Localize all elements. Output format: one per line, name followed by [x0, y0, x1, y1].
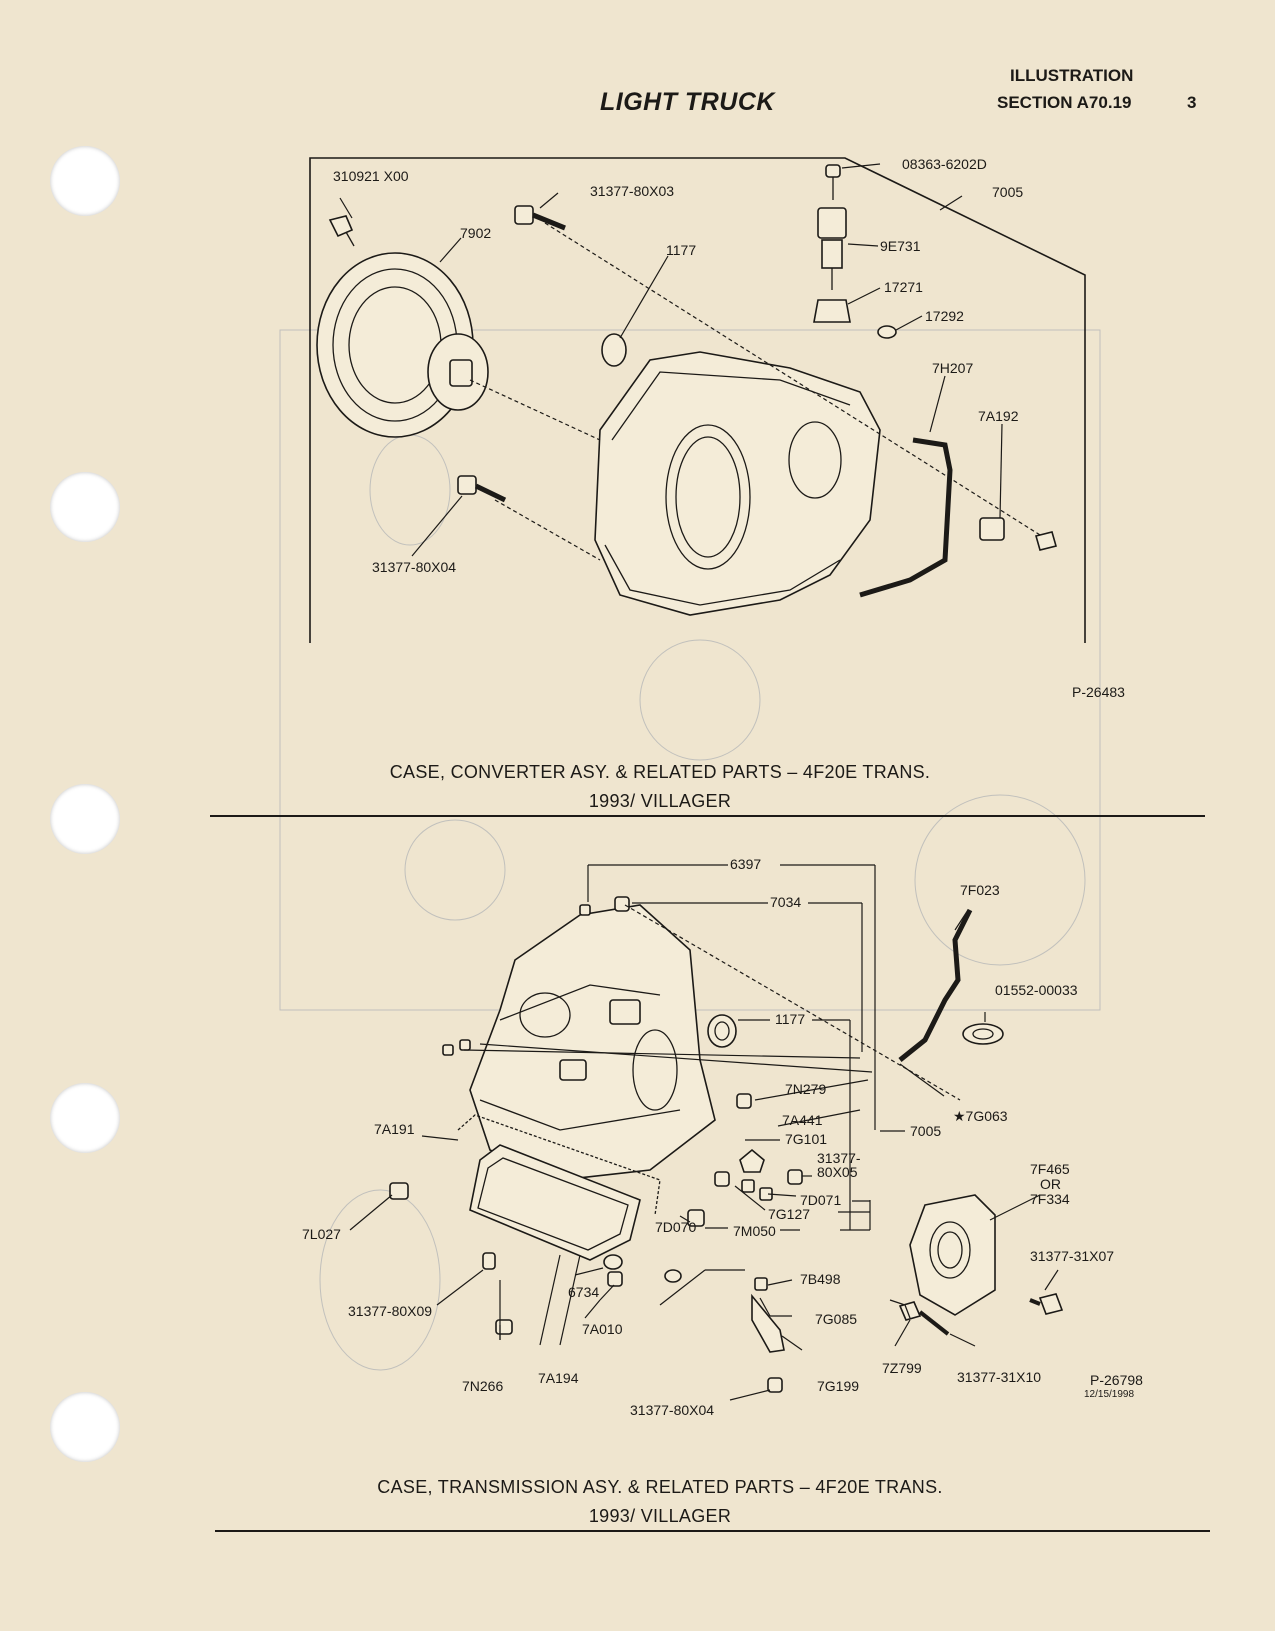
label-7n266: 7N266 [462, 1378, 504, 1394]
label-7a441: 7A441 [782, 1112, 823, 1128]
label-08363-6202d: 08363-6202D [902, 156, 987, 172]
label-17271: 17271 [884, 279, 923, 295]
label-9e731: 9E731 [880, 238, 921, 254]
label-7034: 7034 [770, 894, 802, 910]
top-caption-line1: CASE, CONVERTER ASY. & RELATED PARTS – 4F20E TRANS. [389, 762, 931, 782]
label-6734: 6734 [568, 1284, 600, 1300]
tube-clip [980, 518, 1056, 550]
label-17292: 17292 [925, 308, 964, 324]
illustration-label: ILLUSTRATION [1010, 66, 1134, 85]
label-7005-top: 7005 [992, 184, 1024, 200]
page-number: 3 [1187, 93, 1197, 112]
ref-date: 12/15/1998 [1084, 1389, 1135, 1400]
label-7a192: 7A192 [978, 408, 1019, 424]
divider-bottom [215, 1530, 1210, 1532]
label-7g199: 7G199 [817, 1378, 860, 1394]
label-310921x00: 310921 X00 [333, 168, 409, 184]
label-7902: 7902 [460, 225, 492, 241]
label-7f023: 7F023 [960, 882, 1000, 898]
label-7z799: 7Z799 [882, 1360, 922, 1376]
label-7h207: 7H207 [932, 360, 974, 376]
label-31377-80x05-a: 31377- [817, 1150, 861, 1166]
label-7g127: 7G127 [768, 1206, 811, 1222]
ref-p-26798: P-26798 [1090, 1372, 1143, 1388]
label-1177-bottom: 1177 [775, 1011, 806, 1027]
divider-top [210, 815, 1205, 817]
label-7n279: 7N279 [785, 1081, 827, 1097]
bottom-caption-line1: CASE, TRANSMISSION ASY. & RELATED PARTS – 4F20E TRANS. [377, 1477, 943, 1497]
label-31377-31x07: 31377-31X07 [1030, 1248, 1115, 1264]
label-1177-top: 1177 [666, 242, 697, 258]
label-7l027: 7L027 [302, 1226, 341, 1242]
label-31377-80x05-b: 80X05 [817, 1164, 858, 1180]
label-7a010: 7A010 [582, 1321, 623, 1337]
section-label: SECTION A70.19 [997, 93, 1132, 112]
label-7a191: 7A191 [374, 1121, 415, 1137]
label-7d070: 7D070 [655, 1219, 697, 1235]
converter-housing [595, 352, 880, 615]
label-01552-00033: 01552-00033 [995, 982, 1078, 998]
drain-plug [330, 216, 354, 246]
ref-p-26483: P-26483 [1072, 684, 1125, 700]
label-7f465: 7F465 [1030, 1161, 1070, 1177]
label-7a194: 7A194 [538, 1370, 579, 1386]
label-7b498: 7B498 [800, 1271, 841, 1287]
label-6397: 6397 [730, 856, 762, 872]
label-7g063: ★7G063 [953, 1108, 1008, 1124]
label-7005-bottom: 7005 [910, 1123, 942, 1139]
torque-converter [317, 253, 488, 437]
top-caption-line2: 1993/ VILLAGER [588, 791, 732, 811]
label-7m050: 7M050 [733, 1223, 776, 1239]
hose-clamp [963, 1024, 1003, 1044]
label-7f334: 7F334 [1030, 1191, 1070, 1207]
oil-pump [890, 1195, 1062, 1334]
bolt-80x04-top [458, 476, 505, 500]
label-7g085: 7G085 [815, 1311, 858, 1327]
label-7g101: 7G101 [785, 1131, 828, 1147]
bolt-80x03 [515, 206, 565, 228]
breather-hose [900, 910, 970, 1060]
bottom-caption-line2: 1993/ VILLAGER [588, 1506, 732, 1526]
label-or: OR [1040, 1176, 1061, 1192]
transmission-case [470, 905, 715, 1180]
label-31377-80x04-bottom: 31377-80X04 [630, 1402, 715, 1418]
page-title: LIGHT TRUCK [600, 88, 775, 116]
bottom-leader-lines [350, 865, 1058, 1400]
oil-seal [602, 334, 626, 366]
label-7d071: 7D071 [800, 1192, 842, 1208]
label-31377-80x04-top: 31377-80X04 [372, 559, 457, 575]
label-31377-31x10: 31377-31X10 [957, 1369, 1042, 1385]
label-31377-80x03: 31377-80X03 [590, 183, 675, 199]
label-31377-80x09: 31377-80X09 [348, 1303, 433, 1319]
